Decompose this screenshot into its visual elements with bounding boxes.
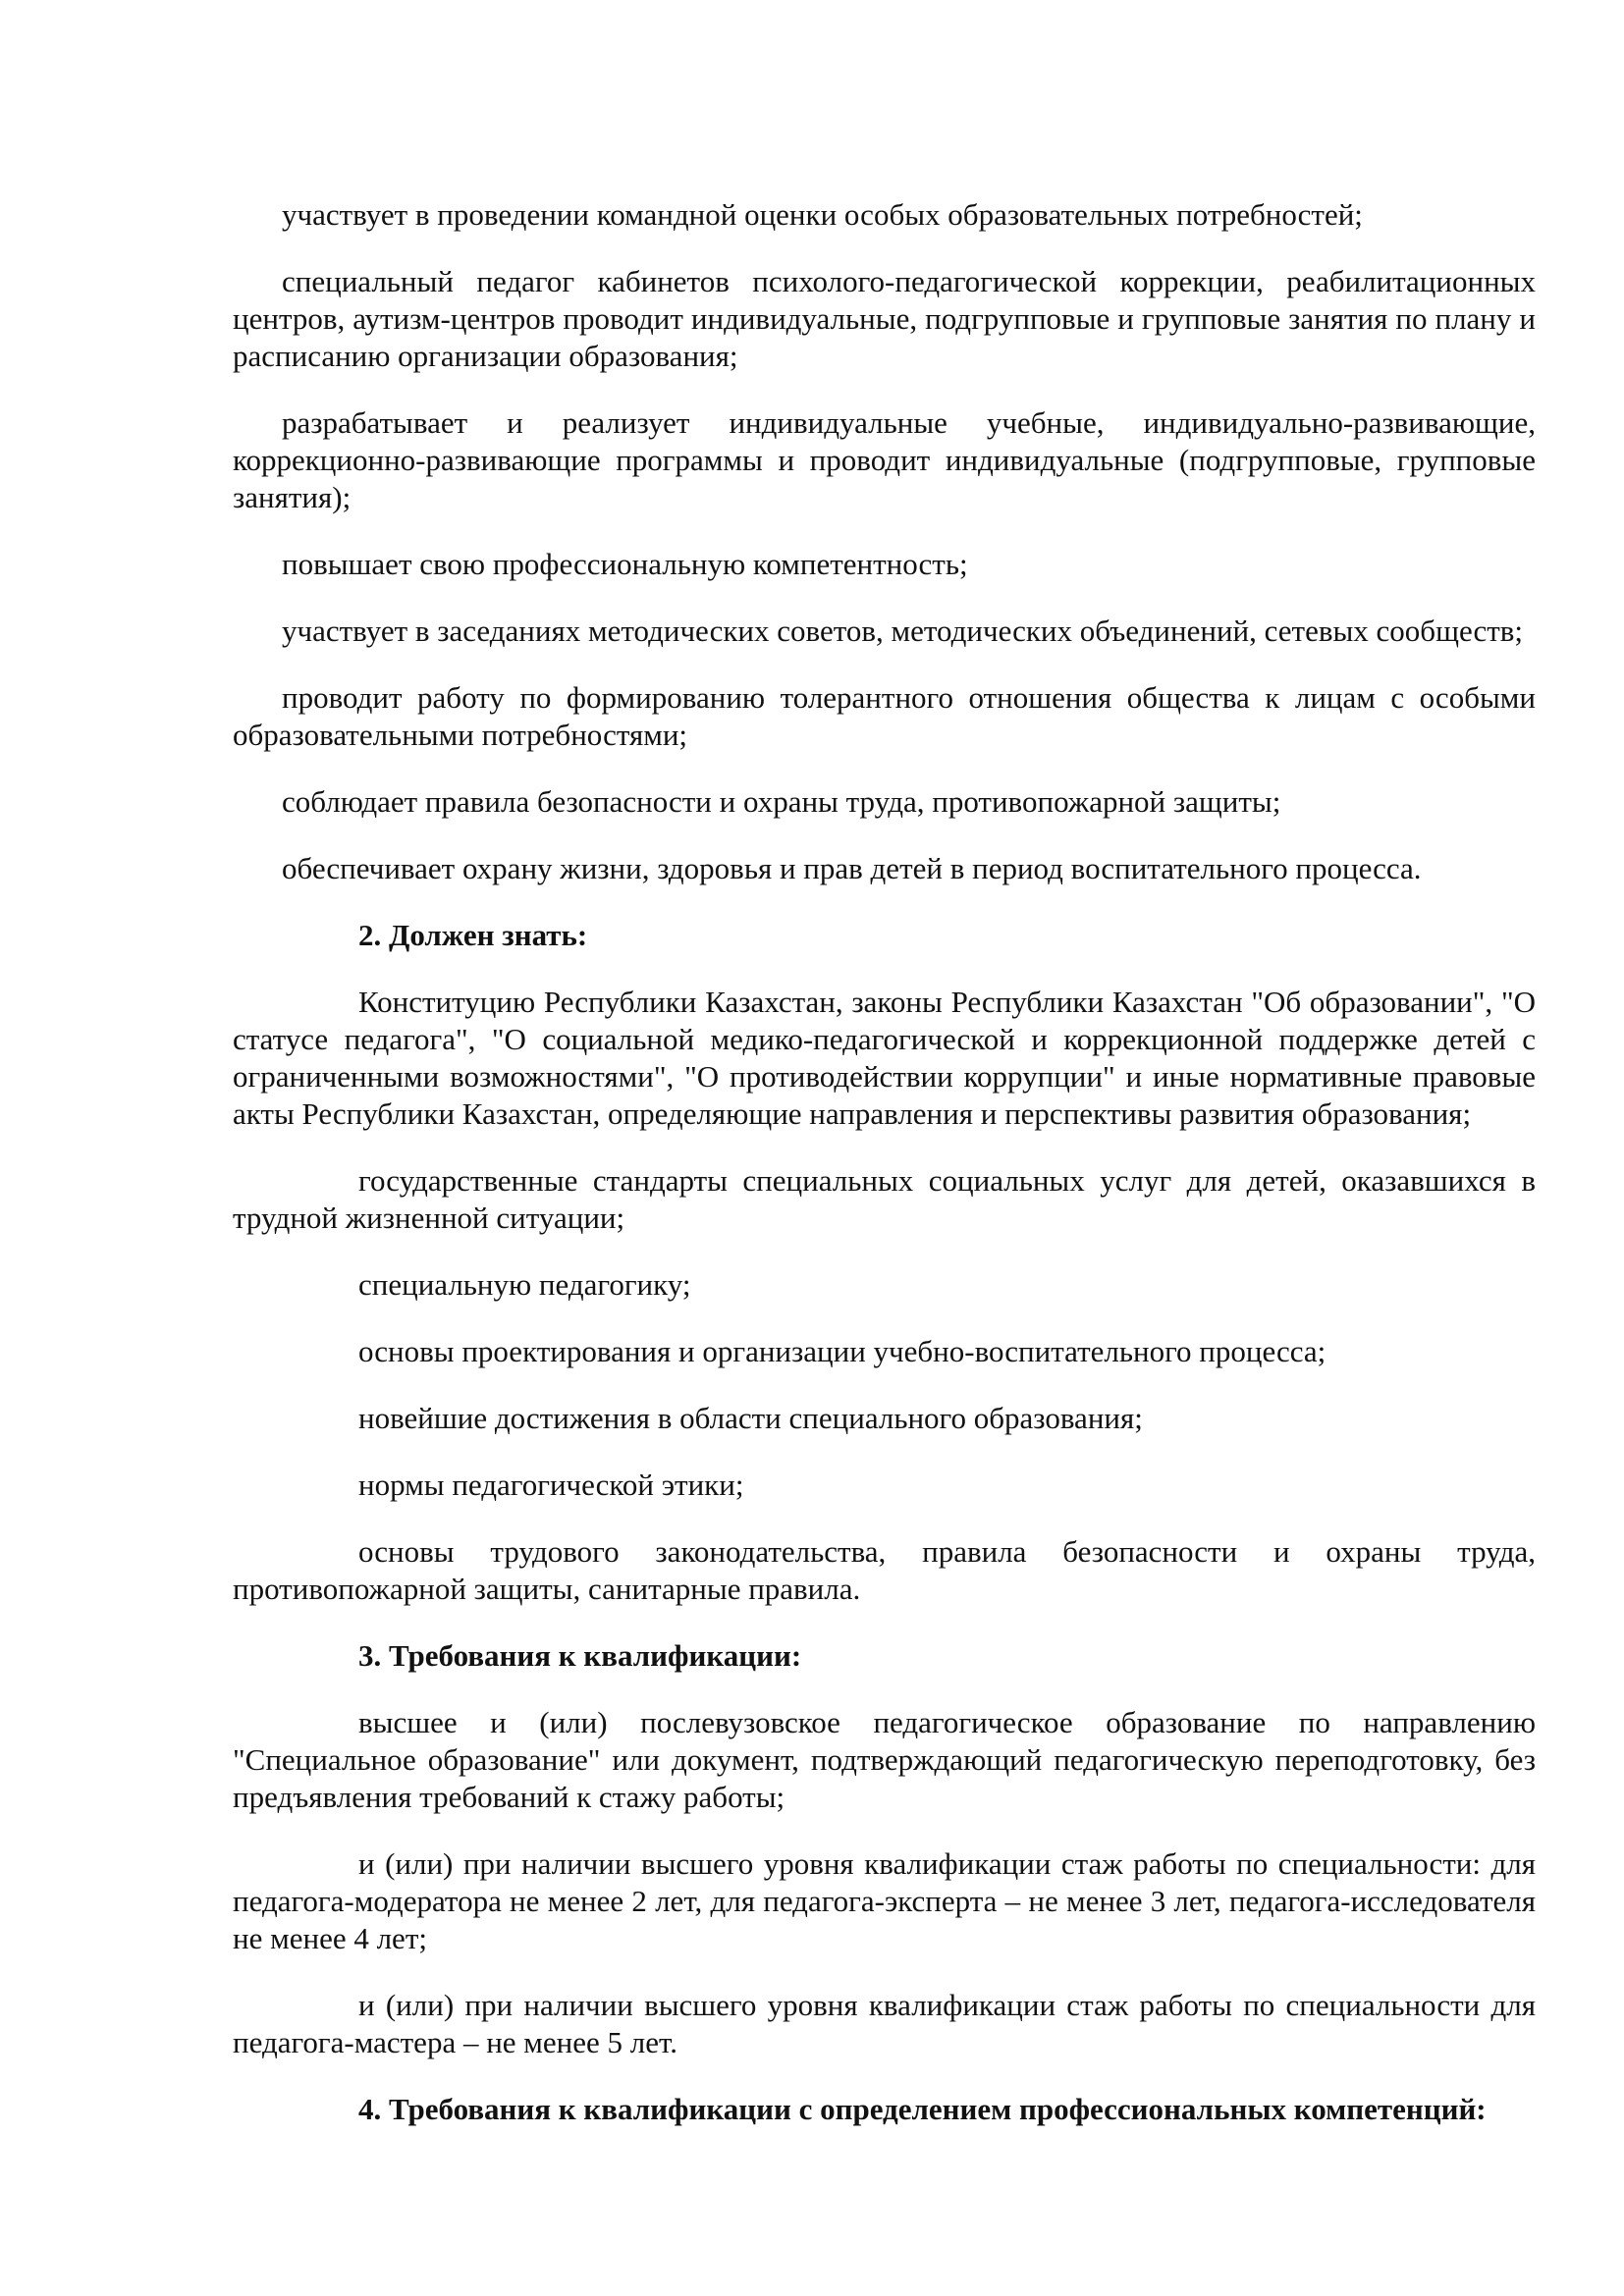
section-heading-must-know: 2. Должен знать: — [358, 918, 588, 952]
knowledge-paragraph: Конституцию Республики Казахстан, законы Республики Казахстан "Об образовании", "О статусе педагога", "О социальной медико-педагогической и коррекционной поддержке детей с ограниченными возможностями", "О противодействии коррупции" и иные нормативные правовые акты Республики Казахстан, определяющие направления и перспективы развития образования; — [233, 985, 1536, 1131]
duty-paragraph: соблюдает правила безопасности и охраны труда, противопожарной защиты; — [282, 784, 1281, 819]
duty-paragraph: обеспечивает охрану жизни, здоровья и прав детей в период воспитательного процесса. — [282, 851, 1422, 885]
qualification-paragraph: и (или) при наличии высшего уровня квалификации стаж работы по специальности: для педагога-модератора не менее 2 лет, для педагога-эксперта – не менее 3 лет, педагога-исследователя не менее 4 лет; — [233, 1846, 1536, 1955]
document-page — [233, 196, 1536, 2158]
duty-paragraph: повышает свою профессиональную компетентность; — [282, 547, 968, 581]
duty-paragraph: специальный педагог кабинетов психолого-педагогической коррекции, реабилитационных центров, аутизм-центров проводит индивидуальные, подгрупповые и групповые занятия по плану и расписанию организации образования; — [233, 264, 1536, 373]
qualification-paragraph: и (или) при наличии высшего уровня квалификации стаж работы по специальности для педагога-мастера – не менее 5 лет. — [233, 1988, 1536, 2059]
knowledge-paragraph: специальную педагогику; — [358, 1267, 691, 1302]
knowledge-paragraph: новейшие достижения в области специального образования; — [358, 1401, 1143, 1435]
duty-paragraph: проводит работу по формированию толерантного отношения общества к лицам с особыми образовательными потребностями; — [233, 680, 1536, 752]
knowledge-paragraph: основы трудового законодательства, правила безопасности и охраны труда, противопожарной защиты, санитарные правила. — [233, 1534, 1536, 1606]
knowledge-paragraph: нормы педагогической этики; — [358, 1468, 744, 1502]
duty-paragraph: участвует в проведении командной оценки особых образовательных потребностей; — [282, 197, 1363, 232]
section-heading-qualification: 3. Требования к квалификации: — [358, 1638, 802, 1673]
knowledge-paragraph: основы проектирования и организации учебно-воспитательного процесса; — [358, 1334, 1326, 1368]
knowledge-paragraph: государственные стандарты специальных социальных услуг для детей, оказавшихся в трудной жизненной ситуации; — [233, 1163, 1536, 1235]
section-heading-competencies: 4. Требования к квалификации с определением профессиональных компетенций: — [358, 2092, 1487, 2126]
duty-paragraph: разрабатывает и реализует индивидуальные учебные, индивидуально-развивающие, коррекционно-развивающие программы и проводит индивидуальные (подгрупповые, групповые занятия); — [233, 405, 1536, 514]
qualification-paragraph: высшее и (или) послевузовское педагогическое образование по направлению "Специальное образование" или документ, подтверждающий педагогическую переподготовку, без предъявления требований к стажу работы; — [233, 1705, 1536, 1814]
duty-paragraph: участвует в заседаниях методических советов, методических объединений, сетевых сообществ; — [282, 614, 1524, 648]
